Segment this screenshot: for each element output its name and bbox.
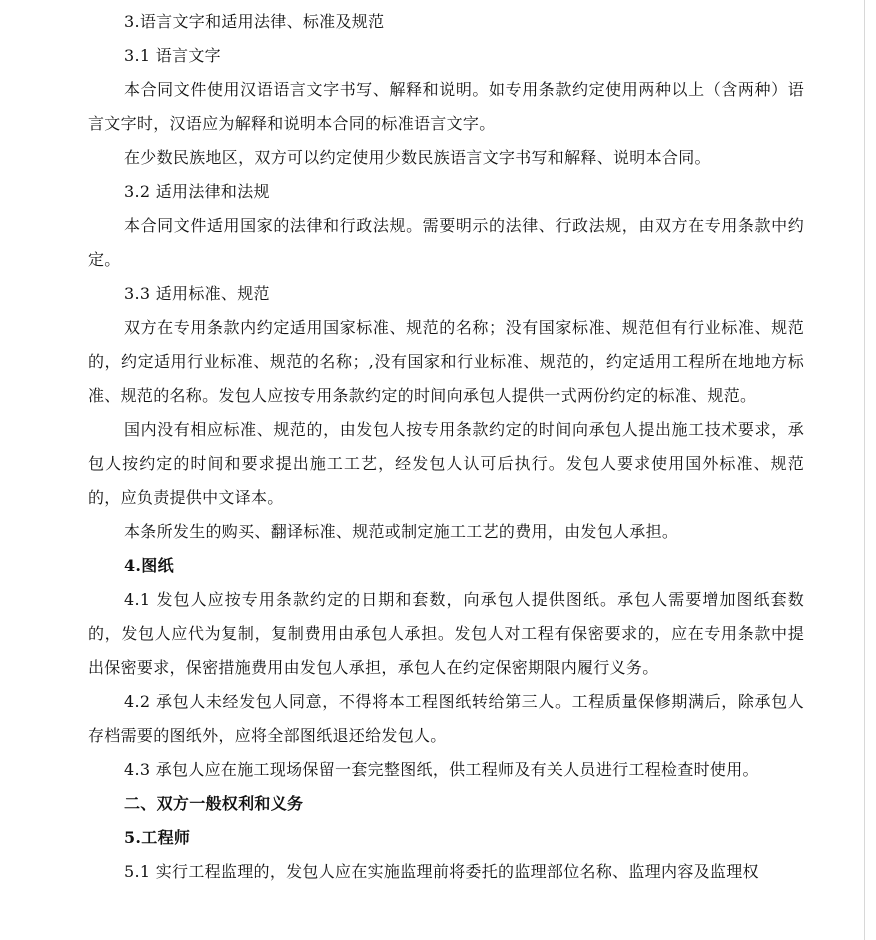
- subsection-heading-3-1: 3.1 语言文字: [124, 46, 221, 65]
- body-paragraph: 本条所发生的购买、翻译标准、规范或制定施工工艺的费用，由发包人承担。: [124, 522, 679, 541]
- section-heading-3: 3.语言文字和适用法律、标准及规范: [124, 12, 385, 31]
- subsection-heading-3-2: 3.2 适用法律和法规: [124, 182, 270, 201]
- body-paragraph: 在少数民族地区，双方可以约定使用少数民族语言文字书写和解释、说明本合同。: [124, 148, 711, 167]
- body-paragraph: 本合同文件使用汉语语言文字书写、解释和说明。如专用条款约定使用两种以上（含两种）语言文字时，汉语应为解释和说明本合同的标准语言文字。: [88, 80, 804, 133]
- body-paragraph: 5.1 实行工程监理的，发包人应在实施监理前将委托的监理部位名称、监理内容及监理权: [124, 862, 759, 881]
- body-paragraph: 4.2 承包人未经发包人同意，不得将本工程图纸转给第三人。工程质量保修期满后，除承包人存档需要的图纸外，应将全部图纸退还给发包人。: [88, 692, 804, 745]
- body-paragraph: 双方在专用条款内约定适用国家标准、规范的名称；没有国家标准、规范但有行业标准、规范的，约定适用行业标准、规范的名称；,没有国家和行业标准、规范的，约定适用工程所在地地方标准、规范的名称。发包人应按专用条款约定的时间向承包人提供一式两份约定的标准、规范。: [88, 318, 804, 405]
- section-heading-4: 4.图纸: [124, 556, 174, 575]
- document-body: [88, 5, 804, 889]
- body-paragraph: 4.3 承包人应在施工现场保留一套完整图纸，供工程师及有关人员进行工程检查时使用。: [124, 760, 759, 779]
- section-heading-5: 5.工程师: [124, 828, 191, 847]
- page-edge-divider: [864, 0, 865, 940]
- chapter-heading-2: 二、双方一般权利和义务: [124, 794, 304, 813]
- body-paragraph: 国内没有相应标准、规范的，由发包人按专用条款约定的时间向承包人提出施工技术要求，承包人按约定的时间和要求提出施工工艺，经发包人认可后执行。发包人要求使用国外标准、规范的，应负责提供中文译本。: [88, 420, 804, 507]
- body-paragraph: 本合同文件适用国家的法律和行政法规。需要明示的法律、行政法规，由双方在专用条款中约定。: [88, 216, 804, 269]
- body-paragraph: 4.1 发包人应按专用条款约定的日期和套数，向承包人提供图纸。承包人需要增加图纸套数的，发包人应代为复制，复制费用由承包人承担。发包人对工程有保密要求的，应在专用条款中提出保密要求，保密措施费用由发包人承担，承包人在约定保密期限内履行义务。: [88, 590, 804, 677]
- subsection-heading-3-3: 3.3 适用标准、规范: [124, 284, 270, 303]
